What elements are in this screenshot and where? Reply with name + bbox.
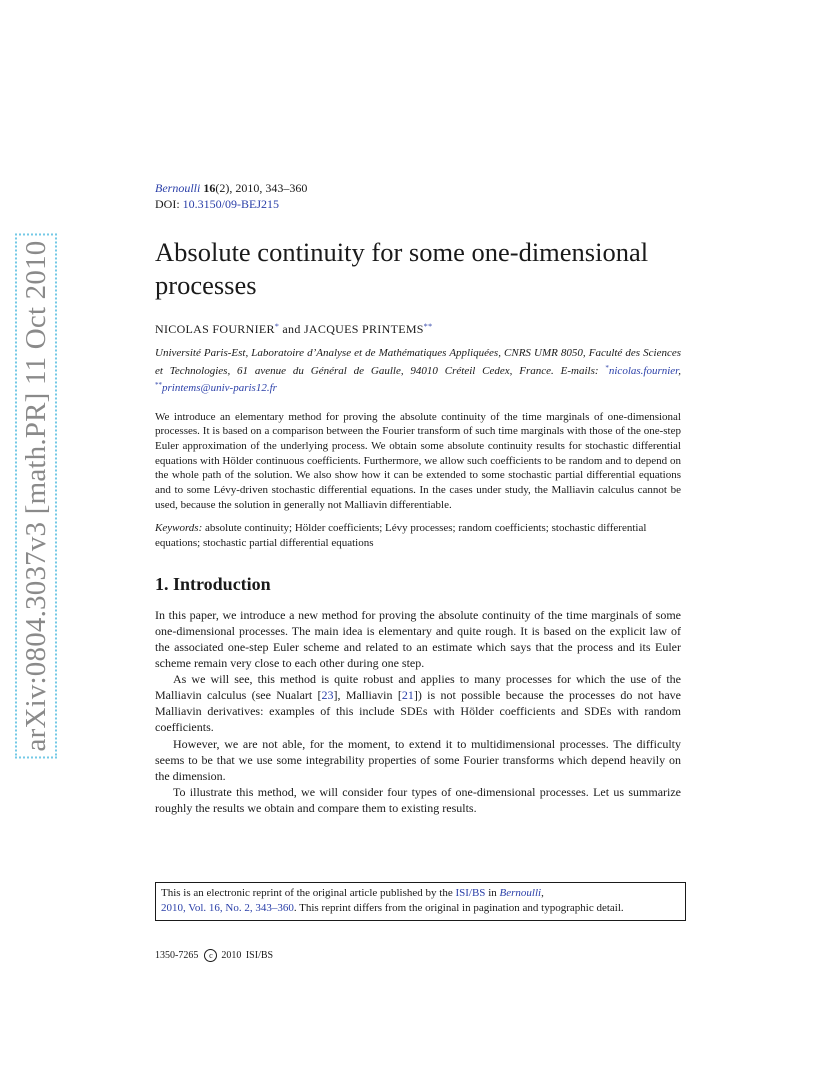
author-1-mark[interactable]: * <box>274 322 280 331</box>
abstract: We introduce an elementary method for proving the absolute continuity of the time marginals of one-dimensional processes. It is based on a comparison between the Fourier transform of such time marginals with those of the one-step Euler approximation of the underlying process. We obtain some absolute continuity results for stochastic differential equations with Hölder continuous coefficients. Furthermore, we allow such coefficients to be random and to depend on the whole path of the solution. We also show how it can be extended to some stochastic partial differential equations and to some Lévy-driven stochastic differential equations. In the cases under study, the Malliavin calculus cannot be used, because the solution in generally not Malliavin differentiable. <box>155 410 681 511</box>
reprint-text-c: , <box>541 887 544 899</box>
reprint-citation-link[interactable]: 2010, Vol. 16, No. 2, 343–360 <box>161 902 294 914</box>
journal-name-link[interactable]: Bernoulli <box>155 181 201 195</box>
intro-paragraph-2-text-a: As we will see, this method is quite robust and applies to many processes for which the use of the Malliavin calculus (see Nualart [ <box>155 672 681 703</box>
doi-label: DOI: <box>155 197 183 211</box>
email-2-link[interactable]: printems@univ-paris12.fr <box>162 382 277 394</box>
keywords <box>155 521 681 550</box>
doi-line <box>155 196 681 212</box>
intro-paragraph-3: However, we are not able, for the moment, to extend it to multidimensional processes. The difficulty seems to be that we use some integrability properties of some Fourier transforms which depend heavily on the dimension. <box>155 736 681 783</box>
journal-issue-pages: (2), 2010, 343–360 <box>215 181 308 195</box>
email-1-mark: * <box>605 363 609 372</box>
intro-paragraph-1: In this paper, we introduce a new method for proving the absolute continuity of the time marginals of some one-dimensional processes. The main idea is elementary and quite rough. It is based on the explicit law of the associated one-step Euler scheme and related to an estimate which says that the process and its Euler scheme remain very close to each other during one step. <box>155 607 681 671</box>
copyright-year-org: 2010 ISI/BS <box>221 950 274 961</box>
copyright-icon: c <box>204 949 217 962</box>
paper-title: Absolute continuity for some one-dimensional processes <box>155 237 649 300</box>
email-1-link[interactable]: nicolas.fournier <box>608 364 679 377</box>
affiliation-text: Université Paris-Est, Laboratoire d’Analyse et de Mathématiques Appliquées, CNRS UMR 8050, Faculté des Sciences et Technologies, 61 avenue du Général de Gaulle, 94010 Créteil Cedex, France. E-mails: <box>155 347 681 377</box>
journal-volume: 16 <box>203 181 216 195</box>
authors-and: and <box>279 322 304 336</box>
intro-paragraph-4: To illustrate this method, we will consider four types of one-dimensional processes. Let us summarize roughly the results we obtain and compare them to existing results. <box>155 784 681 815</box>
paper-page <box>155 180 681 816</box>
introduction-body <box>155 607 681 816</box>
intro-paragraph-2-text-c: ]) is not possible because the processes do not have Malliavin derivatives: examples of this include SDEs with Hölder coefficients and SDEs with random coefficients. <box>155 688 681 735</box>
reprint-journal-link[interactable]: Bernoulli <box>499 887 542 899</box>
arxiv-side-stamp: arXiv:0804.3037v3 [math.PR] 11 Oct 2010 <box>20 240 52 752</box>
reference-23-link[interactable]: 23 <box>321 688 334 703</box>
email-2-mark: ** <box>155 381 162 389</box>
issn: 1350-7265 <box>155 950 199 961</box>
author-1: NICOLAS FOURNIER <box>155 322 275 336</box>
keywords-text: absolute continuity; Hölder coefficients; Lévy processes; random coefficients; stochastic differential equations; stochastic partial differential equations <box>155 522 647 550</box>
authors-line <box>155 319 681 337</box>
intro-paragraph-2 <box>155 671 681 735</box>
section-heading-introduction: 1. Introduction <box>155 573 271 594</box>
isibs-link[interactable]: ISI/BS <box>455 887 486 899</box>
affiliation <box>155 346 681 396</box>
keywords-label: Keywords: <box>155 522 203 535</box>
author-2-mark[interactable]: ** <box>423 322 433 331</box>
reprint-text-a: This is an electronic reprint of the original article published by the <box>161 887 456 899</box>
footer <box>155 949 273 963</box>
reference-21-link[interactable]: 21 <box>401 688 414 703</box>
journal-citation <box>155 180 681 196</box>
reprint-text-b: in <box>485 887 500 899</box>
email-separator: , <box>678 364 681 377</box>
intro-paragraph-2-text-b: ], Malliavin [ <box>333 688 402 703</box>
reprint-notice-box <box>155 882 686 921</box>
author-2: JACQUES PRINTEMS <box>303 322 424 336</box>
doi-link[interactable]: 10.3150/09-BEJ215 <box>182 197 280 211</box>
reprint-text-d: . This reprint differs from the original in pagination and typographic detail. <box>293 902 624 914</box>
